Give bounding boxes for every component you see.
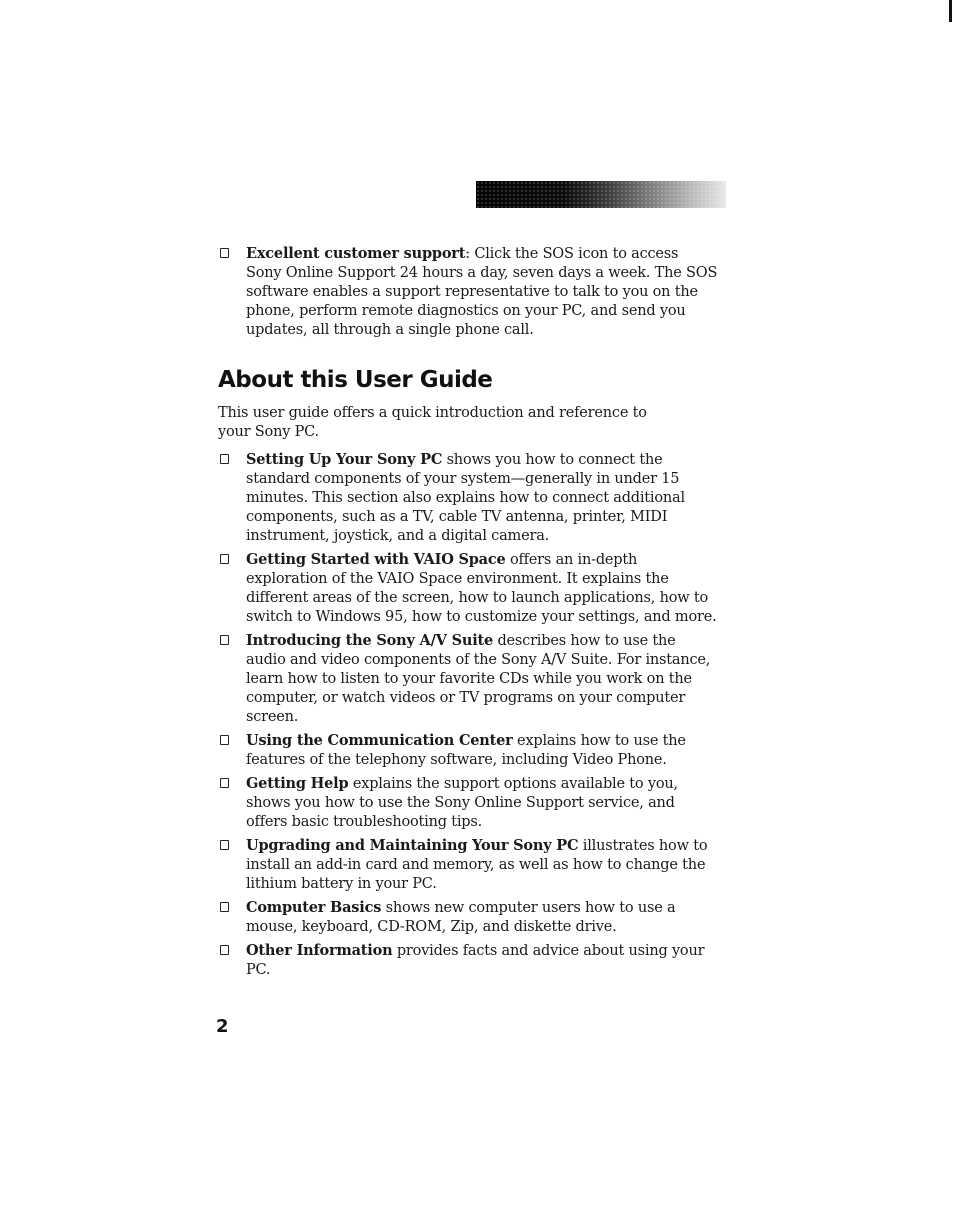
bullet-text: : Click the SOS icon to access Sony Online Support 24 hours a day, seven days a week. The SOS software enables a support representative to talk to you on the phone, perform remote diagnostics on your PC, and send you updates, all through a single phone call. [246,246,718,338]
list-item [218,774,718,832]
checkbox-bullet-icon [220,454,229,464]
page-number: 2 [216,1016,229,1037]
list-item [218,941,718,980]
page-content [218,244,718,984]
list-item [218,731,718,770]
list-item [218,898,718,937]
checkbox-bullet-icon [220,735,229,745]
checkbox-bullet-icon [220,945,229,955]
list-item [218,631,718,727]
header-gradient-bar [476,181,726,208]
item-term: Computer Basics [246,899,382,916]
item-term: Introducing the Sony A/V Suite [246,632,494,649]
bullet-term: Excellent customer support [246,245,466,262]
item-term: Upgrading and Maintaining Your Sony PC [246,837,579,854]
checkbox-bullet-icon [220,902,229,912]
item-text: shows you how to connect the standard components of your system—generally in under 15 minutes. This section also explains how to connect additional components, such as a TV, cable TV antenna, printer, MIDI instrument, joystick, and a digital camera. [246,452,685,544]
item-term: Getting Started with VAIO Space [246,551,506,568]
checkbox-bullet-icon [220,840,229,850]
checkbox-bullet-icon [220,635,229,645]
checkbox-bullet-icon [220,554,229,564]
item-term: Other Information [246,942,393,959]
checkbox-bullet-icon [220,248,229,258]
item-term: Getting Help [246,775,349,792]
section-title: About this User Guide [218,367,493,393]
item-text: illustrates how to install an add-in card and memory, as well as how to change the lithium battery in your PC. [246,838,708,892]
item-text: provides facts and advice about using your PC. [246,943,705,978]
chapter-list [218,450,718,980]
page-edge-mark [949,0,952,22]
item-text: describes how to use the audio and video components of the Sony A/V Suite. For instance, learn how to listen to your favorite CDs while you work on the computer, or watch videos or TV programs on your computer screen. [246,633,711,725]
section-intro: This user guide offers a quick introduction and reference to your Sony PC. [218,405,647,440]
item-term: Using the Communication Center [246,732,513,749]
item-text: offers an in-depth exploration of the VAIO Space environment. It explains the different areas of the screen, how to launch applications, how to switch to Windows 95, how to customize your settings, and more. [246,552,717,625]
list-item [218,836,718,894]
item-text: explains how to use the features of the telephony software, including Video Phone. [246,733,686,768]
list-item [218,450,718,546]
feature-bullet [218,244,718,340]
item-term: Setting Up Your Sony PC [246,451,443,468]
list-item [218,550,718,627]
item-text: explains the support options available to you, shows you how to use the Sony Online Support service, and offers basic troubleshooting tips. [246,776,678,830]
item-text: shows new computer users how to use a mouse, keyboard, CD-ROM, Zip, and diskette drive. [246,900,676,935]
checkbox-bullet-icon [220,778,229,788]
